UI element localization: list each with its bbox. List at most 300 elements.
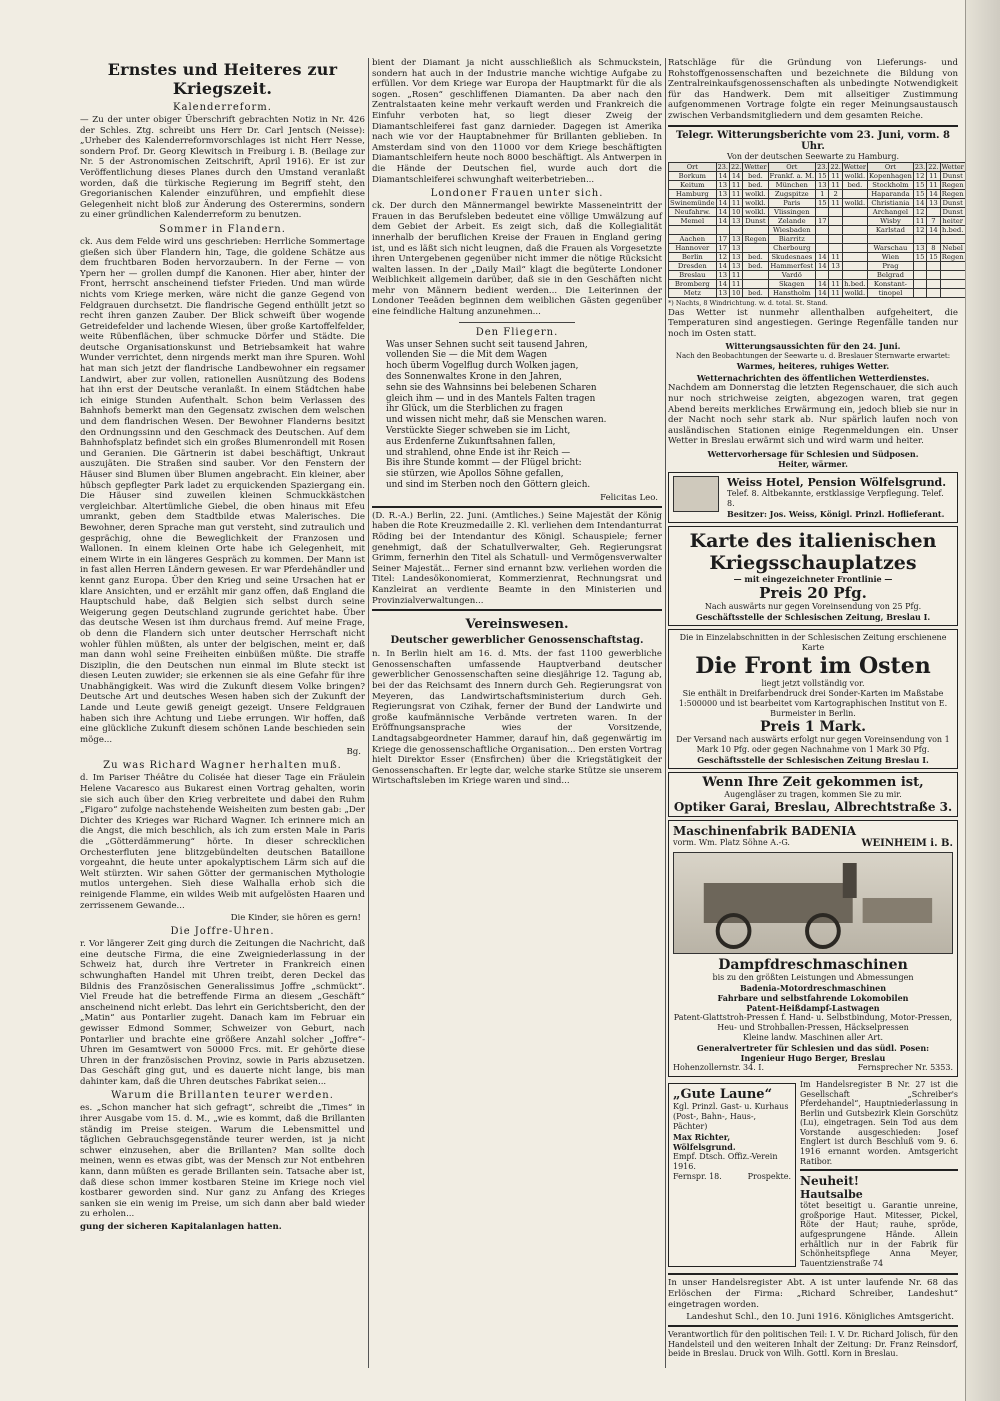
ad-line: Hohenzollernstr. 34. I. [673,1062,765,1072]
weather-cell: 14 [816,288,829,297]
weather-cell: Stockholm [867,180,913,189]
poem-line: und sind im Sterben noch den Göttern gleich. [386,480,591,491]
weather-cell: 15 [927,252,940,261]
weather-cell: 14 [716,279,729,288]
weather-cell [913,261,926,270]
weather-cell: Zugspitze [768,189,816,198]
weather-cell [743,225,768,234]
weather-cell: wolkl. [842,198,867,207]
article-title: Die Joffre-Uhren. [170,926,275,938]
weather-cell [867,234,913,243]
weather-cell: 10 [729,207,742,216]
weather-cell: Frankf. a. M. [769,171,815,180]
weather-cell: Christiania [867,198,913,207]
weather-cell: Karlstad [867,225,913,234]
weather-cell: wolkl. [842,171,867,180]
weather-cell: Hanstholm [768,288,816,297]
ad-line: Max Richter, [673,1131,731,1142]
weather-text: Das Wetter ist nunmehr allenthalben aufgeheitert, die Temperaturen sind angestiegen. Geringe Regenfälle tanden nur noch im Osten statt. [668,307,958,339]
weather-cell [927,261,940,270]
weather-cell: Hannover [669,243,717,252]
weather-cell: Neufahrw. [669,207,717,216]
th-d2: 22. [830,162,841,171]
weather-cell: 15 [816,171,829,180]
weather-cell: 14 [927,189,940,198]
poem-title: Den Fliegern. [475,326,559,338]
weather-cell: 17 [816,216,829,225]
article-title: Zu was Richard Wagner herhalten muß. [103,760,342,772]
article-text-tail: gung der sicheren Kapitalanlagen hatten. [80,1222,282,1232]
ad-line: Kleine landw. Maschinen aller Art. [742,1032,884,1042]
weather-cell [940,234,965,243]
ad-line: liegt jetzt vollständig vor. [761,678,865,688]
ad-headline: Karte des italienischen [689,529,937,552]
weather-cell: bed. [743,180,768,189]
weather-cell [940,270,965,279]
weather-cell: 12 [716,252,729,261]
weather-row [669,261,966,270]
ad-line: Fernspr. 18. [673,1171,722,1181]
ad-line: Geschäftsstelle der Schlesischen Zeitung, Breslau I. [695,611,931,622]
weather-news-title: Wetternachrichten des öffentlichen Wetterdienstes. [696,373,930,384]
article-title: Londoner Frauen unter sich. [430,188,604,200]
th-ort: Ort [768,162,816,171]
weather-cell: wolkl. [743,198,768,207]
forecast-subtitle: Nach den Beobachtungen der Seewarte u. d. Breslauer Sternwarte erwartet: [675,352,951,361]
weather-cell: 11 [927,180,940,189]
weather-cell: 1 [816,189,829,198]
ad-headline: Neuheit! [800,1174,860,1189]
th-d1: 23. [717,162,728,171]
weather-cell: Zelande [768,216,816,225]
th-d2: 22. [928,162,939,171]
ad-headline: Hautsalbe [800,1188,863,1202]
weather-cell [842,270,867,279]
weather-cell: heiter [940,216,965,225]
ad-line: Empf. Dtsch. Offiz.-Verein 1916. [673,1151,778,1171]
hotel-picture [673,476,719,512]
forecast-title: Witterungsaussichten für den 24. Juni. [725,341,901,352]
weather-cell: 14 [716,261,729,270]
machine-chimney [843,863,857,898]
weather-cell: 14 [816,261,829,270]
ad-text: tötet beseitigt u. Garantie unreine, großporige Haut. Mitesser, Pickel, Röte der Haut; rauhe, spröde, aufgesprungene Hände. Allein erhältlich nur in der Fabrik für Schönheitspflege Anna Meyer, Tauentzienstraße 74 [800,1201,958,1268]
weather-cell [940,279,965,288]
weather-cell: 14 [913,198,926,207]
column-rule [665,58,666,1368]
weather-cell: 13 [716,180,729,189]
ad-line: (Post-, Bahn-, Haus-, Pächter) [673,1111,757,1131]
weather-cell [927,288,940,297]
weather-cell [816,225,829,234]
weather-title: Telegr. Witterungsberichte vom 23. Juni, vorm. 8 Uhr. [676,129,950,152]
weather-cell: Wiesbaden [768,225,816,234]
weather-cell [743,270,768,279]
weather-report [668,129,964,469]
weather-cell: Regen [941,189,964,198]
weather-cell: 7 [927,216,940,225]
weather-cell: Paris [768,198,816,207]
weather-cell [816,234,829,243]
weather-cell: 14 [716,207,729,216]
weather-cell: wolkl. [743,189,768,198]
hotel-ad [668,472,958,523]
poem-line: Was unser Sehnen sucht seit tausend Jahren, [386,339,588,350]
ad-line: Generalvertreter für Schlesien und das südl. Posen: [696,1042,930,1053]
weather-cell: Breslau [669,270,717,279]
weather-cell: 12 [913,207,926,216]
weather-cell [842,234,867,243]
ad-line: Nach auswärts nur gegen Voreinsendung von 25 Pfg. [704,601,922,611]
article-text: Ratschläge für die Gründung von Lieferungs- und Rohstoffgenossenschaften und bezeichnete die Bildung von Zentralreinkaufsgenossenschaften als unbedingte Notwendigkeit für das Handwerk. Dem mit allseitiger Zustimmung aufgenommenen Vortrage folgte ein reger Meinungsaustausch zwischen Verbandsmitgliedern und dem gesamten Reiche. [668,58,958,121]
weather-cell [927,207,940,216]
weather-cell: 14 [927,225,940,234]
weather-cell: Dresden [669,261,717,270]
poem-line: aus Erdenferne Zukunftsahnen fallen, [386,436,556,447]
ad-price: Preis 20 Pfg. [759,583,867,602]
th-wetter: Wetter [843,162,866,171]
weather-cell [842,189,867,198]
weather-cell: h.bed. [844,279,866,288]
ad-headline: Die Front im Osten [695,652,931,679]
weather-cell: Keitum [669,180,717,189]
threshing-machine-picture [673,852,953,954]
ad-headline: Kriegsschauplatzes [709,551,917,574]
weather-cell: Dunst [940,171,965,180]
article-title: Deutscher gewerblicher Genossenschaftstag. [390,635,644,647]
weather-cell: Skagen [768,279,816,288]
weather-row [669,189,966,198]
ad-line: WEINHEIM i. B. [861,837,953,849]
weather-cell: Regen [941,180,964,189]
article-signature: Die Kinder, sie hören es gern! [230,913,361,924]
weather-row [669,279,966,288]
weather-cell [816,243,829,252]
gute-laune-ad [668,1083,796,1268]
weather-cell: wolkl. [743,207,768,216]
th-d1: 23. [817,162,828,171]
weather-cell: 11 [729,198,742,207]
forecast: Warmes, heiteres, ruhiges Wetter. [736,361,890,372]
weather-news-text: Nachdem am Donnerstag die letzten Regenschauer, die sich auch nur noch strichweise zeigten, abgezogen waren, trat gegen Abend bereits merkliches Erwärmung ein, jedoch blieb sie nur in der Nacht noch sehr stark ab. Nur spärlich laufen noch von ausländischen Stationen einige Regenmeldungen ein. Unser Wetter in Breslau erwärmt sich und wird warm und heiter. [668,383,958,447]
column-rule [368,58,369,1368]
weather-cell: 15 [913,189,926,198]
weather-cell: 14 [716,198,729,207]
weather-cell: 14 [816,252,829,261]
weather-cell: Skudesnaes [768,252,816,261]
divider [800,1169,958,1171]
weather-cell: 13 [716,270,729,279]
weather-cell: Berlin [669,252,717,261]
weather-cell: 17 [716,234,729,243]
weather-cell: Borkum [669,171,717,180]
weather-cell: Vardö [768,270,816,279]
divider [668,125,958,127]
weather-cell [829,207,842,216]
th-wetter: Wetter [941,162,964,171]
divider [668,1273,958,1275]
weather-cell: 15 [913,180,926,189]
poem-line: Verstückte Sieger schweben sie im Licht, [386,426,571,437]
weather-cell: München [768,180,816,189]
weather-cell [927,279,940,288]
weather-cell [816,207,829,216]
weather-cell: Dunst [940,198,965,207]
divider [459,322,575,323]
weather-cell: Aachen [669,234,717,243]
hotel-owner: Besitzer: Jos. Weiss, Königl. Prinzl. Hoflieferant. [727,508,945,519]
weather-cell: 11 [829,279,842,288]
weather-cell: 14 [729,171,742,180]
weather-cell: Konstant- [867,279,913,288]
weather-cell: Kopenhagen [868,171,912,180]
poem-line: sie stürzen, wie Apollos Söhne gefallen, [386,469,564,480]
weather-cell: Vlissingen [768,207,816,216]
weather-cell: 13 [816,180,829,189]
weather-cell [842,252,867,261]
weather-cell: bed. [743,288,768,297]
article-text: ck. Aus dem Felde wird uns geschrieben: Herrliche Sommertage gießen sich über Flandern hin, Tage, die goldene Schätze aus dem fruchtbaren Boden hervorzaubern. In der Ferne — von Ypern her — grollen dumpf die Kanonen. Hier aber, hinter der Front, herrscht anscheinend tiefster Frieden. Und man würde nichts vom Kriege merken, wäre nicht die ganze Gegend von Feldgrauen durchsetzt. Die flandrische Gegend enthüllt jetzt so recht ihren ganzen Zauber. Der Blick schweift über wogende Getreidefelder und lachende Wiesen, über große Kartoffelfelder, weite Rübenflächen, über schmucke Dörfer und Städte. Die deutsche Organisationskunst und Betriebsamkeit hat wahre Wunder verrichtet, denn nirgends merkt man ihre Spuren. Wohl hat man sich jetzt der flandrische Landbewohner ein regsamer Landwirt, aber zur vollen, rationellen Ausnützung des Bodens hat ihn erst der Deutsche veranlaßt. In einem Städtchen habe ich einige Stunden Aufenthalt. Schon beim Verlassen des Bahnhofs bemerkt man den Gegensatz zwischen dem welschen und dem flandrischen Wesen. Der Bewohner Flanderns besitzt den Ordnungssinn und den Geschmack des Deutschen. Auf dem Bahnhofsplatz befindet sich ein großes Blumenrondell mit Rosen und Geranien. Die Gärtnerin ist dabei beschäftigt, Unkraut auszujäten. Die Straßen sind sauber. Vor den Fenstern der Häuser sind Blumen über Blumen angebracht. Ein kleiner, aber hübsch gepflegter Park ladet zu erquickenden Spaziergang ein. Die Häuser sind zuweilen kleinen Schmuckkästchen vergleichbar. Altertümliche Giebel, die oben hinaus mit Efeu umrankt, geben dem Stadtbilde etwas Malerisches. Die Bewohner, deren Sprache man gut versteht, sind zutraulich und gesprächig, ohne die Beweglichkeit der Franzosen und Wallonen. In einem kleinen Orte habe ich Gelegenheit, mit einem Wirte in ein längeres Gespräch zu kommen. Der Mann ist in fast allen Herren Ländern gewesen. Er war Pferdehändler und kennt ganz Europa. Über den Krieg und seine Ursachen hat er klare Ansichten, und er erzählt mir ganz offen, daß England die Hauptschuld habe, daß Belgien sich selbst durch seine Weigerung gegen Deutschland zugrunde gerichtet habe. Über das deutsche Wesen ist ihm durchaus fremd. Auf meine Frage, ob denn die Flandern sich unter deutscher Herrschaft nicht wohler fühlen müßten, als unter der belgischen, meint er, daß man dann wohl seine Freiheiten einbüßen müßte. Die straffe Disziplin, die den Deutschen nun einmal im Blute steckt ist diesen Leuten zuwider; sie erkennen sie als eine Gefahr für ihre Unabhängigkeit. Was wird die Zukunft diesem Volke bringen? Deutsche Art und deutsches Wesen haben sich der Zukunft der Lande und Leute gewiß geneigt gezeigt. Unsere Feldgrauen haben sich ihre Achtung und Liebe errungen. Wir hoffen, daß eine glückliche Zukunft diesem schönen Lande beschieden sein möge... [80,236,365,745]
ad-line: Badenia-Motordreschmaschinen [739,982,887,993]
weather-cell [743,243,768,252]
weather-cell: 11 [913,216,926,225]
weather-cell: 10 [729,288,742,297]
weather-cell: wolkl. [842,288,867,297]
ad-line: vorm. Wm. Platz Söhne A.-G. [673,837,790,847]
weather-cell: 8 [927,243,940,252]
th-d1: 23. [914,162,926,171]
weather-row [669,207,966,216]
article-title: Kalenderreform. [173,102,272,113]
weather-row [669,198,966,207]
weather-cell [829,243,842,252]
weather-cell: Wisby [867,216,913,225]
th-wetter: Wetter [744,162,767,171]
eastern-front-map-ad [668,629,958,769]
weather-cell: 13 [729,234,742,243]
poem-line: vollenden Sie — die Mit dem Wagen [386,350,548,361]
poem-line: des Sonnenwaltes Krone in den Jahren, [386,372,562,383]
hotel-name: Weiss Hotel, Pension Wölfelsgrund. [727,475,947,489]
weather-cell [913,234,926,243]
article-title: Sommer in Flandern. [159,223,286,235]
weather-cell [913,270,926,279]
article-title: Warum die Brillanten teurer werden. [111,1090,334,1102]
weather-cell [729,225,742,234]
weather-cell: Nebel [940,243,965,252]
divider [668,1325,958,1327]
weather-cell: 14 [716,171,729,180]
weather-cell [829,270,842,279]
optician-ad [668,772,958,817]
badenia-ad [668,820,958,1077]
weather-cell: 11 [829,252,842,261]
weather-cell: 13 [716,288,729,297]
weather-cell: 13 [729,216,742,225]
weather-cell: Belgrad [867,270,913,279]
weather-cell: 2 [829,189,842,198]
weather-cell: 11 [729,270,742,279]
weather-cell [927,234,940,243]
weather-cell: Archangel [867,207,913,216]
article-text: r. Vor längerer Zeit ging durch die Zeitungen die Nachricht, daß eine deutsche Firma, die eine Zweigniederlassung in der Schweiz hat, durch ihre Vertreter in Frankreich einen schwunghaften Handel mit Uhren treibt, deren Deckel das Bildnis des Französischen Generalissimus Joffre „schmückt“. Viel Freude hat die betreffende Firma an diesem „Geschäft“ anscheinend nicht erlebt. Das lehrt ein Gerichtsbericht, den der „Matin“ aus Pontarlier zugeht. Danach kam im Februar ein gewisser Edmond Sommer, Schweizer von Geburt, nach Pontarlier und brachte eine größere Anzahl solcher „Joffre“-Uhren im Gesamtwert von 50000 Frcs. mit. Er gehörte diese Uhren in der französischen Provinz, sowie in Paris abzusetzen. Das Geschäft ging gut, und es dauerte nicht lange, bis man dahinter kam, daß die Uhren deutsches Fabrikat seien... [80,939,365,1087]
weather-row [669,234,966,243]
weather-cell: 11 [729,279,742,288]
silesia-forecast-title: Wettervorhersage für Schlesien und Südposen. [707,448,919,459]
article-text: d. Im Pariser Théâtre du Colisée hat dieser Tage ein Fräulein Helene Vacaresco aus Bukarest einen Vortrag gehalten, worin sie sich auch über den Krieg verbreitete und dabei den Ruhm „Figaro“ zufolge nachstehende Weisheiten zum besten gab: „Der Dichter des Krieges war Richard Wagner. Ich erinnere mich an die Angst, die mich beschlich, als ich zum ersten Male in Paris die „Götterdämmerung“ hörte. In dieser schrecklichen Orchesterfluten jene blitzgebündelten deutschen Bataillone vorgeahnt, die heute unter apokalyptischem Lärm sich auf die Welt stürzten. Wir sahen Götter der germanischen Mythologie mutlos untergehen. Sieh diese Walhalla erhob sich die reinigende Flamme, ein wildes Weib mit aufgelösten Haaren und zerrissenem Gewande... [80,773,365,911]
weather-cell: 17 [716,243,729,252]
ad-headline: Dampfdreschmaschinen [718,956,908,973]
poem-signature: Felicitas Leo. [600,492,658,503]
ad-line: Kgl. Prinzl. Gast- u. Kurhaus [673,1101,789,1111]
register-notice: Im Handelsregister B Nr. 27 ist die Gesellschaft „Schreiber's Pferdehandel“, Hauptniederlassung in Berlin und Gutsbezirk Klein Gorschütz (Lu), eingetragen. Sein Tod aus dem Vorstande ausgeschieden: Josef Englert ist durch Beschluß vom 9. 6. 1916 ernannt worden. Amtsgericht Ratibor. [800,1079,958,1166]
ad-line: Ingenieur Hugo Berger, Breslau [740,1052,886,1063]
weather-cell: 11 [829,180,842,189]
weather-cell: 11 [729,189,742,198]
column-3 [668,58,964,1368]
silesia-forecast: Heiter, wärmer. [778,458,848,469]
ad-line: Fernsprecher Nr. 5353. [857,1062,953,1072]
weather-cell: 13 [927,198,940,207]
weather-cell [940,288,965,297]
weather-cell: Regen [744,234,767,243]
weather-row [669,243,966,252]
weather-cell [842,225,867,234]
weather-cell: 11 [829,288,842,297]
ad-line: bis zu den größten Leistungen und Abmessungen [712,972,914,982]
article-signature: Bg. [346,747,361,758]
weather-cell: 11 [729,180,742,189]
weather-cell: h.bed. [941,225,964,234]
weather-row [669,180,966,189]
article-text: bient der Diamant ja nicht ausschließlich als Schmuckstein, sondern hat auch in der Industrie manche wichtige Aufgabe zu erfüllen. Vor dem Kriege war Europa der Hauptmarkt für die als sogen. „Rosen“ geschliffenen Diamanten. Da aber nach den Zentralstaaten keine mehr verkauft werden und Frankreich die Einfuhr verboten hat, so liegt dieser Zweig der Diamantschleiferei fast ganz darnieder. Dagegen ist Amerika nach wie vor der Hauptabnehmer für Brillanten geblieben. In Amsterdam sind von den 11000 vor dem Kriege beschäftigten Diamantschleifern heute noch 8000 beschäftigt. Als Antwerpen in die Hände der Deutschen fiel, wurde auch dort die Diamantschleiferei schwunghaft weiterbetrieben... [372,58,662,185]
ad-price: Preis 1 Mark. [759,718,867,735]
ad-line: Patent-Glattstroh-Pressen f. Hand- u. Selbstbindung, Motor-Pressen, Heu- und Strohballen-Pressen, Häckselpressen [673,1012,953,1032]
weather-cell: 15 [816,198,829,207]
ad-line: Optiker Garai, Breslau, Albrechtstraße 3. [673,799,953,814]
weather-cell [927,270,940,279]
weather-table [668,162,966,298]
weather-row [669,225,966,234]
poem [386,340,662,491]
hotel-line: Telef. 8. Altbekannte, erstklassige Verpflegung. Telef. 8. [727,488,944,508]
weather-cell [842,216,867,225]
small-ads-row [668,1080,958,1271]
weather-cell: Regen [941,252,964,261]
weather-table-body [669,171,966,297]
ad-headline: „Gute Laune“ [673,1086,773,1102]
weather-cell: 12 [913,171,926,180]
ad-line: Die in Einzelabschnitten in der Schlesischen Zeitung erschienene Karte [679,632,947,652]
th-ort: Ort [867,162,913,171]
divider [372,609,662,611]
weather-cell: 13 [716,189,729,198]
weather-cell: Metz [669,288,717,297]
poem-line: und wissen nicht mehr, daß sie Menschen waren. [386,415,607,426]
imprint: Verantwortlich für den politischen Teil: I. V. Dr. Richard Jolisch, für den Handelsteil und den weiteren Inhalt der Zeitung: Dr. Franz Reinsdorf, beide in Breslau. Druck von Wilh. Gottl. Korn in Breslau. [668,1330,958,1359]
weather-cell: 14 [816,279,829,288]
weather-cell [940,261,965,270]
weather-cell: 14 [716,216,729,225]
ad-line: Wölfelsgrund. [673,1141,736,1152]
italy-map-ad [668,526,958,626]
ad-line: Geschäftsstelle der Schlesischen Zeitung Breslau I. [697,754,929,765]
ad-line: Der Versand nach auswärts erfolgt nur gegen Voreinsendung von 1 Mark 10 Pfg. oder gegen Nachnahme von 1 Mark 30 Pfg. [676,734,950,754]
register-signature: Landeshut Schl., den 10. Juni 1916. Königliches Amtsgericht. [686,1312,954,1323]
weather-cell: Hamburg [669,189,717,198]
weather-cell: Haparanda [867,189,913,198]
weather-cell [842,243,867,252]
weather-cell [829,216,842,225]
register-notice: In unser Handelsregister Abt. A ist unter laufende Nr. 68 das Erlöschen der Firma: „Richard Schreiber, Landeshut“ eingetragen worden. [668,1278,958,1310]
weather-cell: 11 [927,171,940,180]
article-text: — Zu der unter obiger Überschrift gebrachten Notiz in Nr. 426 der Schles. Ztg. schreibt uns Herr Dr. Carl Jentsch (Neisse): „Urheber des Kalenderreformvorschlages ist nicht Herr Nesse, sondern Prof. Dr. Georg Klewitsch in Freiburg i. B. (Beilage zur Nr. 5 der Astronomischen Zeitschrift, April 1916). Er ist zur Veröffentlichung dieses Planes durch den Umstand veranlaßt worden, daß die türkische Regierung im Begriff steht, den Gregorianischen Kalender einzuführen, und empfiehlt diese Gelegenheit nicht bloß zur Änderung des Osterermins, sondern zu einer gründlichen Kalenderreform zu benutzen. [80,115,365,221]
weather-cell: 15 [913,252,926,261]
weather-cell [743,279,768,288]
weather-cell: 11 [829,171,842,180]
machine-illustration [674,853,952,953]
weather-cell: 13 [729,243,742,252]
weather-cell [669,225,717,234]
article-text: es. „Schon mancher hat sich gefragt“, schreibt die „Times“ in ihrer Ausgabe vom 15. d. M., „wie es kommt, daß die Brillanten ständig im Preise steigen. Warum die Lebensmittel und täglichen Gebrauchsgegenstände teurer werden, ist ja nicht schwer einzusehen, aber die Brillanten? Man sollte doch meinen, wenn es etwas gibt, was der Mensch zur Not entbehren kann, dann müßten es gerade Brillanten sein. Tatsache aber ist, daß diese schon immer kostbaren Steine im Kriege noch viel kostbarer geworden sind. Nur ganz zu Anfang des Krieges sanken sie ein wenig im Preise, um sich dann aber bald wieder zu erholen... [80,1103,365,1220]
th-d2: 22. [730,162,742,171]
weather-cell [816,270,829,279]
poem-line: ihr Glück, um die Sterblichen zu fragen [386,404,563,415]
poem-line: sehn sie des Wahnsinns bei belebenen Scharen [386,382,597,393]
ad-line: Patent-Heißdampf-Lastwagen [746,1002,880,1013]
weather-cell: Prag [867,261,913,270]
weather-cell: 13 [729,252,742,261]
weather-row [669,270,966,279]
machine-trailer [863,898,933,923]
weather-row [669,171,966,180]
weather-cell: bed. [743,252,768,261]
section-title: Vereinswesen. [465,617,569,633]
weather-cell [913,288,926,297]
weather-cell [829,234,842,243]
ad-headline: Wenn Ihre Zeit gekommen ist, [702,774,924,790]
weather-cell [829,225,842,234]
poem-line: gleich ihm — und in des Mantels Falten tragen [386,393,596,404]
weather-cell: bed. [842,180,867,189]
weather-row [669,252,966,261]
weather-cell: bed. [743,171,768,180]
poem-line: Bis ihre Stunde kommt — der Flügel bricht: [386,458,582,469]
column-1 [80,58,365,1368]
weather-cell: 13 [829,261,842,270]
weather-cell [913,279,926,288]
weather-cell: Dunst [743,216,768,225]
weather-cell: 11 [829,198,842,207]
weather-cell: bed. [743,261,768,270]
weather-cell [842,261,867,270]
weather-cell: Dunst [940,207,965,216]
th-ort: Ort [669,162,717,171]
weather-cell: Bromberg [669,279,717,288]
article-text: n. In Berlin hielt am 16. d. Mts. der fast 1100 gewerbliche Genossenschaften umfassende Hauptverband deutscher gewerblicher Genossenschaften seine diesjährige 12. Tagung ab, bei der das Reichsamt des Innern durch Geh. Regierungsrat von Meyeren, das Landwirtschaftsministerium durch Geh. Regierungsrat von Czihak, ferner der Bund der Landwirte und große kaufmännische Verbände vertreten waren. In der Eröffnungsansprache wies der Vorsitzende, Landtagsabgeordneter Hammer, darauf hin, daß gegenwärtig im Kriege die genossenschaftliche Organisation... Den ersten Vortrag hielt Direktor Esser (Ensfirchen) über die Kriegstätigkeit der Genossenschaften. Er legte dar, welche starke Stütze sie unserem Wirtschaftsleben im Kriege waren und sind... [372,649,662,787]
poem-line: hoch überm Vogelflug durch Wolken jagen, [386,361,579,372]
ad-line: Prospekte. [747,1171,791,1181]
ad-line: Augengläser zu tragen, kommen Sie zu mir. [724,789,902,799]
weather-cell: Memel [669,216,717,225]
weather-header-row [669,162,966,171]
weather-cell: Warschau [867,243,913,252]
weather-cell: 12 [913,225,926,234]
weather-cell: Wien [867,252,913,261]
weather-cell [716,225,729,234]
scan-edge [965,0,1000,1401]
weather-note: *) Nachts, 8 Windrichtung. w. d. total. St. Stand. [668,298,828,307]
